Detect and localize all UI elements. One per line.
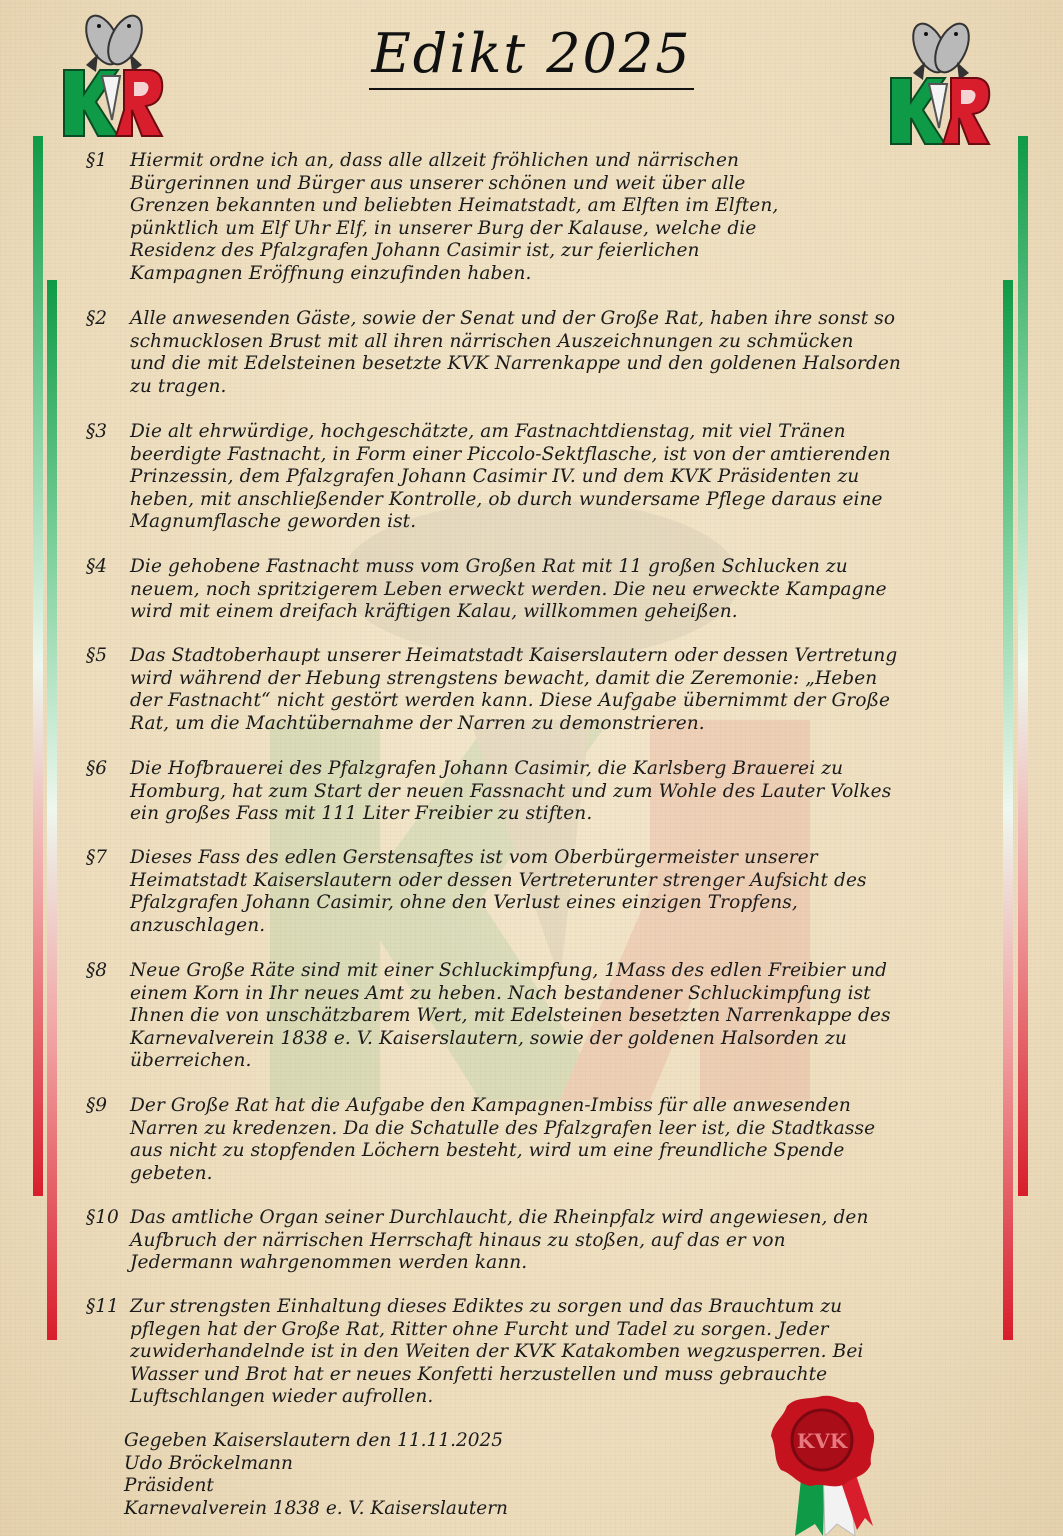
paragraph-number: §6	[86, 758, 108, 779]
paragraph-6	[86, 758, 991, 826]
paragraph-7	[86, 847, 991, 937]
paragraph-9	[86, 1095, 991, 1185]
paragraph-text: Das Stadtoberhaupt unserer Heimatstadt Kaiserslautern oder dessen Vertretung wird während der Hebung strengstens bewacht, damit die Zeremonie: „Heben der Fastnacht“ nicht gestört werden kann. Diese Aufgabe übernimmt der Große Rat, um die Machtübernahme der Narren zu demonstrieren.	[130, 645, 898, 734]
paragraph-text: Der Große Rat hat die Aufgabe den Kampagnen-Imbiss für alle anwesenden Narren zu kredenzen. Da die Schatulle des Pfalzgrafen leer ist, die Stadtkasse aus nicht zu stopfenden Löchern besteht, wird um eine freundliche Spende gebeten.	[130, 1095, 876, 1184]
left-inner-stripe	[47, 280, 57, 1340]
right-outer-stripe	[1018, 136, 1028, 1196]
page-title-wrapper	[0, 22, 1063, 90]
signature-block	[124, 1430, 508, 1520]
paragraph-text: Neue Große Räte sind mit einer Schluckimpfung, 1Mass des edlen Freibier und einem Korn in Ihr neues Amt zu heben. Nach bestandener Schluckimpfung ist Ihnen die von unschätzbarem Wert, mit Edelsteinen besetzten Narrenkappe des Karnevalverein 1838 e. V. Kaiserslautern, sowie der goldenen Halsorden zu überreichen.	[130, 960, 891, 1072]
paragraph-number: §1	[86, 150, 108, 171]
paragraph-text: Das amtliche Organ seiner Durchlaucht, die Rheinpfalz wird angewiesen, den Aufbruch der närrischen Herrschaft hinaus zu stoßen, auf das er von Jedermann wahrgenommen werden kann.	[130, 1207, 869, 1274]
paragraph-number: §11	[86, 1296, 119, 1317]
paragraph-text: Die Hofbrauerei des Pfalzgrafen Johann Casimir, die Karlsberg Brauerei zu Homburg, hat zum Start der neuen Fassnacht und zum Wohle des Lauter Volkes ein großes Fass mit 111 Liter Freibier zu stiften.	[130, 758, 892, 825]
paragraph-text: Dieses Fass des edlen Gerstensaftes ist vom Oberbürgermeister unserer Heimatstadt Kaiserslautern oder dessen Vertreterunter strenger Aufsicht des Pfalzgrafen Johann Casimir, ohne den Verlust eines einzigen Tropfens, anzuschlagen.	[130, 847, 867, 936]
seal-text: KVK	[796, 1429, 848, 1453]
paragraph-text: Die alt ehrwürdige, hochgeschätzte, am Fastnachtdienstag, mit viel Tränen beerdigte Fastnacht, in Form einer Piccolo-Sektflasche, ist von der amtierenden Prinzessin, dem Pfalzgrafen Johann Casimir IV. und dem KVK Präsidenten zu heben, mit anschließender Kontrolle, ob durch wundersame Pflege daraus eine Magnumflasche geworden ist.	[130, 421, 891, 533]
paragraph-text: Alle anwesenden Gäste, sowie der Senat und der Große Rat, haben ihre sonst so schmucklosen Brust mit all ihren närrischen Auszeichnungen zu schmücken und die mit Edelsteinen besetzte KVK Narrenkappe und den goldenen Halsorden zu tragen.	[130, 308, 901, 397]
paragraph-number: §4	[86, 556, 108, 577]
paragraph-number: §7	[86, 847, 108, 868]
paragraph-number: §8	[86, 960, 108, 981]
signature-name: Udo Bröckelmann	[124, 1452, 293, 1474]
paragraph-10	[86, 1207, 991, 1275]
paragraph-number: §9	[86, 1095, 108, 1116]
paragraph-number: §2	[86, 308, 108, 329]
paragraph-number: §10	[86, 1207, 119, 1228]
paragraph-1	[86, 150, 991, 286]
paragraph-text: Die gehobene Fastnacht muss vom Großen Rat mit 11 großen Schlucken zu neuem, noch spritzigerem Leben erweckt werden. Die neu erweckte Kampagne wird mit einem dreifach kräftigen Kalau, willkommen geheißen.	[130, 556, 887, 623]
paragraph-number: §5	[86, 645, 108, 666]
paragraph-8	[86, 960, 991, 1073]
wax-seal-icon	[765, 1390, 880, 1536]
signature-role: Präsident	[124, 1475, 214, 1497]
left-outer-stripe	[33, 136, 43, 1196]
paragraph-2	[86, 308, 991, 398]
right-inner-stripe	[1003, 280, 1013, 1340]
paragraph-4	[86, 556, 991, 624]
signature-organization: Karnevalverein 1838 e. V. Kaiserslautern	[124, 1497, 508, 1519]
page-title: Edikt 2025	[369, 22, 693, 90]
paragraph-text: Hiermit ordne ich an, dass alle allzeit fröhlichen und närrischen Bürgerinnen und Bürger aus unserer schönen und weit über alle Grenzen bekannten und beliebten Heimatstadt, am Elften im Elften, pünktlich um Elf Uhr Elf, in unserer Burg der Kalause, welche die Residenz des Pfalzgrafen Johann Casimir ist, zur feierlichen Kampagnen Eröffnung einzufinden haben.	[130, 150, 779, 284]
signature-date-line: Gegeben Kaiserslautern den 11.11.2025	[124, 1430, 504, 1451]
paragraph-number: §3	[86, 421, 108, 442]
paragraph-5	[86, 645, 991, 735]
paragraph-text: Zur strengsten Einhaltung dieses Ediktes zu sorgen und das Brauchtum zu pflegen hat der Große Rat, Ritter ohne Furcht und Tadel zu sorgen. Jeder zuwiderhandelnde ist in den Weiten der KVK Katakomben wegzusperren. Bei Wasser und Brot hat er neues Konfetti herzustellen und muss gebrauchte Luftschlangen wieder aufrollen.	[130, 1296, 864, 1408]
paragraph-3	[86, 421, 991, 534]
